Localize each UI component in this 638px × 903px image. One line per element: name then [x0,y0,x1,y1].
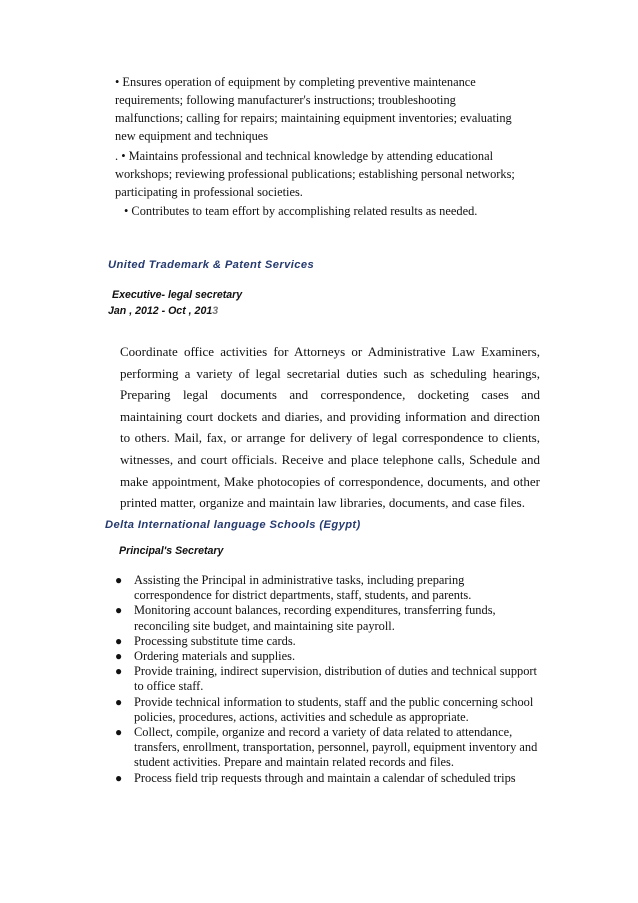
list-item [112,634,542,649]
list-item [112,725,542,771]
bullet-icon: ● [115,664,123,679]
company-name-delta-schools: Delta International language Schools (Egypt) [105,519,361,531]
duty-text: Monitoring account balances, recording expenditures, transferring funds, reconciling site budget, and maintaining site payroll. [134,603,496,633]
intro-bullet-knowledge: . • Maintains professional and technical knowledge by attending educational workshops; reviewing professional publications; establishing personal networks; participating in professional societies. [115,149,515,199]
bullet-icon: ● [115,603,123,618]
intro-bullet-equipment: • Ensures operation of equipment by completing preventive maintenance requirements; following manufacturer's instructions; troubleshooting malfunctions; calling for repairs; maintaining equipment inventories; evaluating new equipment and techniques [115,75,512,143]
bullet-icon: ● [115,770,123,785]
job-dates-tail: 3 [212,305,219,317]
bullet-icon: ● [115,649,123,664]
list-item [112,573,542,603]
bullet-icon: ● [115,694,123,709]
list-item [112,664,542,694]
job-dates-main: Jan , 2012 - Oct , 201 [108,305,213,317]
list-item [112,771,542,786]
bullet-icon: ● [115,633,123,648]
duties-list [112,573,542,786]
intro-bullet-team: • Contributes to team effort by accomplishing related results as needed. [124,204,478,218]
job-title-legal-secretary: Executive- legal secretary [112,289,243,301]
duty-text: Processing substitute time cards. [134,633,296,648]
job-title-principal-secretary: Principal's Secretary [119,545,224,557]
duty-text: Assisting the Principal in administrative tasks, including preparing correspondence for district departments, staff, students, and parents. [134,573,472,603]
duty-text: Collect, compile, organize and record a variety of data related to attendance, transfers, enrollment, transportation, personnel, payroll, equipment inventory and student activities. Prepare and maintain related records and files. [134,725,538,770]
duty-text: Ordering materials and supplies. [134,649,296,664]
bullet-icon: ● [115,573,123,587]
duty-text: Process field trip requests through and maintain a calendar of scheduled trips [134,770,516,785]
list-item [112,649,542,664]
job-description: Coordinate office activities for Attorneys or Administrative Law Examiners, performing a variety of legal secretarial duties such as scheduling hearings, Preparing legal documents and correspondence, docketing cases and maintaining court dockets and diaries, and providing information and direction to others. Mail, fax, or arrange for delivery of legal correspondence to clients, witnesses, and court officials. Receive and place telephone calls, Schedule and make appointment, Make photocopies of correspondence, documents, and other printed matter, organize and maintain law libraries, documents, and case files. [120,344,540,511]
list-item [112,603,542,633]
company-name-united-trademark: United Trademark & Patent Services [108,259,315,271]
job-dates [108,305,218,317]
list-item [112,695,542,725]
bullet-icon: ● [115,725,123,740]
duty-text: Provide technical information to students, staff and the public concerning school policies, procedures, actions, activities and schedule as appropriate. [134,694,534,724]
duty-text: Provide training, indirect supervision, distribution of duties and technical support to office staff. [134,664,537,694]
